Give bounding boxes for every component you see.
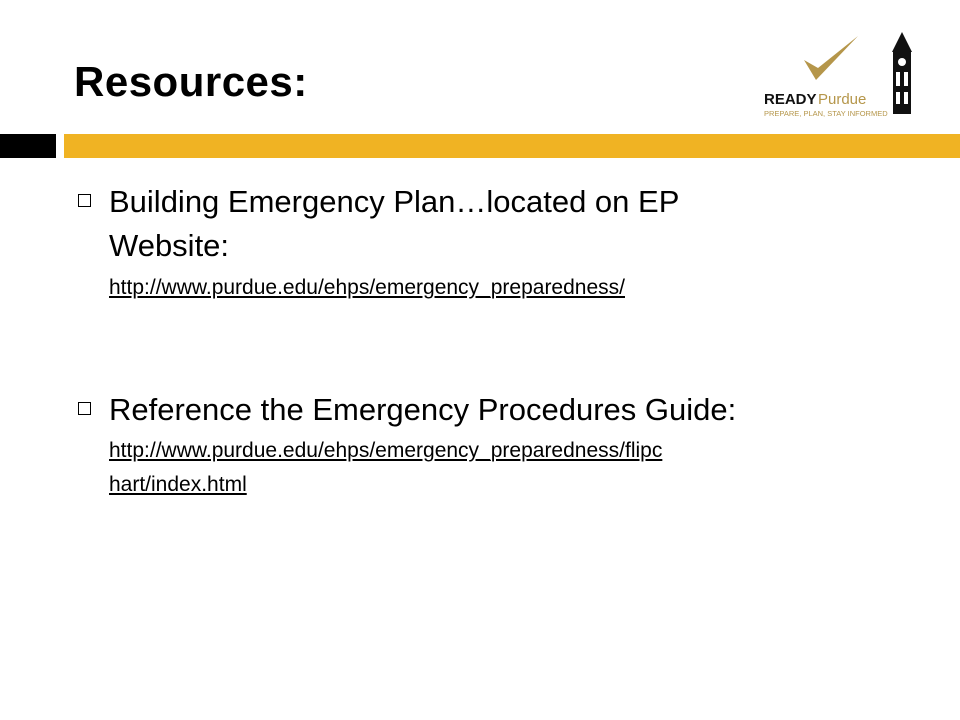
procedures-guide-link[interactable] [109, 434, 909, 502]
procedures-guide-link-line2[interactable]: hart/index.html [109, 473, 247, 496]
bullet-text-line: Reference the Emergency Procedures Guide: [109, 392, 737, 427]
ready-purdue-logo [760, 24, 920, 120]
square-bullet-icon [78, 402, 91, 415]
header-bar-black [0, 134, 56, 158]
bullet-text-line: Building Emergency Plan…located on EP [109, 184, 680, 219]
header-bar-gold [64, 134, 960, 158]
checkmark-icon [804, 36, 858, 80]
square-bullet-icon [78, 194, 91, 207]
logo-purdue-text: Purdue [818, 91, 867, 108]
clock-tower-icon [892, 32, 912, 114]
logo-ready-text: READY [764, 91, 817, 108]
slide-title: Resources: [74, 58, 308, 105]
logo-tagline: PREPARE, PLAN, STAY INFORMED [764, 109, 888, 118]
bullet-text-line: Website: [109, 228, 230, 263]
ep-website-link[interactable]: http://www.purdue.edu/ehps/emergency_preparedness/ [109, 276, 625, 299]
procedures-guide-link-line1[interactable]: http://www.purdue.edu/ehps/emergency_preparedness/flipc [109, 439, 663, 462]
